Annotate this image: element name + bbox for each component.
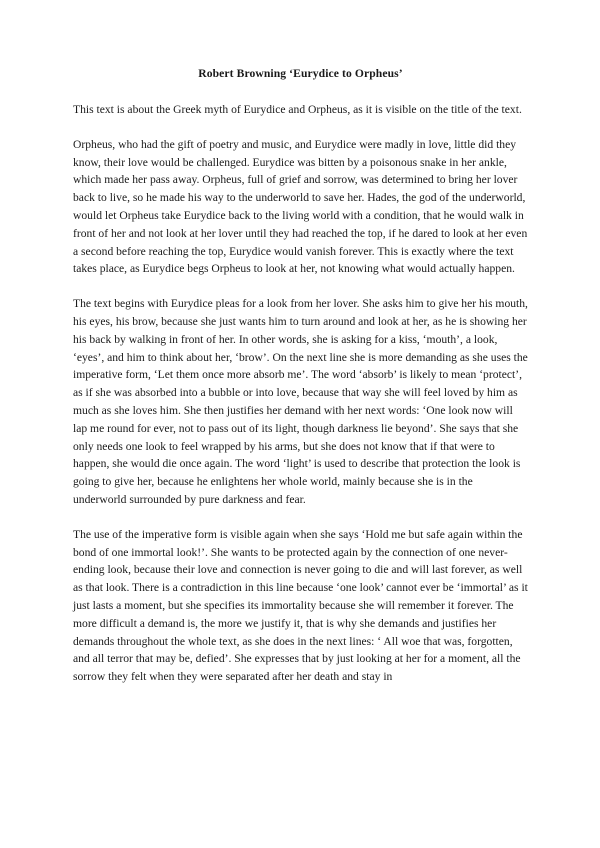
paragraph-intro: This text is about the Greek myth of Eurydice and Orpheus, as it is visible on the title of the text. [73, 103, 522, 116]
document-page [73, 66, 528, 703]
paragraph-myth-summary: Orpheus, who had the gift of poetry and music, and Eurydice were madly in love, little did they know, their love would be challenged. Eurydice was bitten by a poisonous snake in her ankle, which made her pass away. Orpheus, full of grief and sorrow, was determined to bring her lover back to live, so he made his way to the underworld to save her. Hades, the god of the underworld, would let Orpheus take Eurydice back to the living world with a condition, that he would walk in front of her and not look at her lover until they had reached the top, if he dared to look at her even a second before reaching the top, Eurydice would vanish forever. This is exactly where the text takes place, as Eurydice begs Orpheus to look at her, not knowing what would actually happen. [73, 137, 528, 276]
document-title: Robert Browning ‘Eurydice to Orpheus’ [198, 67, 403, 80]
paragraph-analysis-imperative: The use of the imperative form is visible again when she says ‘Hold me but safe again within the bond of one immortal look!’. She wants to be protected again by the connection of one never-ending look, because their love and connection is never going to die and will last forever, as well as that look. There is a contradiction in this line because ‘one look’ cannot ever be ‘immortal’ as it just lasts a moment, but she specifies its immortality because she will remember it forever. The more difficult a demand is, the more we justify it, that is why she demands and justifies her demands throughout the whole text, as she does in the next lines: ‘ All woe that was, forgotten, and all terror that may be, defied’. She expresses that by just looking at her for a moment, all the sorrow they felt when they were separated after her death and stay in [73, 527, 528, 684]
paragraph-analysis-opening: The text begins with Eurydice pleas for a look from her lover. She asks him to give her his mouth, his eyes, his brow, because she just wants him to turn around and look at her, as he is showing her his back by walking in front of her. In other words, she is asking for a kiss, ‘mouth’, a look, ‘eyes’, and him to think about her, ‘brow’. On the next line she is more demanding as she uses the imperative form, ‘Let them once more absorb me’. The word ‘absorb’ is likely to mean ‘protect’, as if she was absorbed into a bubble or into love, because that way she will feel loved by him as much as she loves him. She then justifies her demand with her next words: ‘One look now will lap me round for ever, not to pass out of its light, though darkness lie beyond’. She says that she only needs one look to feel wrapped by his arms, but she does not know that if that were to happen, she would die once again. The word ‘light’ is used to describe that protection the look is going to give her, because he enlightens her whole world, mainly because she is in the underworld surrounded by pure darkness and fear. [73, 297, 528, 506]
